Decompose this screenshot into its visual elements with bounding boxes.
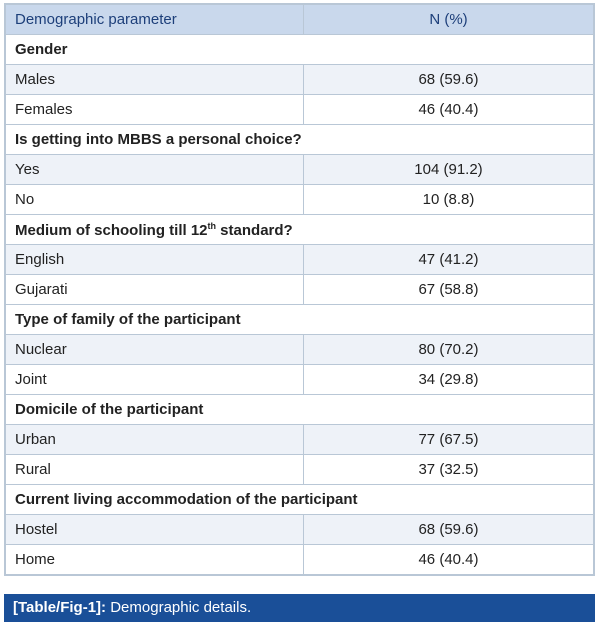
demographic-table xyxy=(5,4,594,575)
section-title-superscript: th xyxy=(207,220,217,231)
table-row xyxy=(6,245,594,275)
section-title: Gender xyxy=(6,35,594,65)
caption-text: Demographic details. xyxy=(106,599,252,616)
row-value: 37 (32.5) xyxy=(304,455,594,485)
row-label: Urban xyxy=(6,425,304,455)
caption-label: [Table/Fig-1]: xyxy=(13,599,107,616)
table-row xyxy=(6,275,594,305)
table-row xyxy=(6,335,594,365)
table-row xyxy=(6,425,594,455)
row-label: Gujarati xyxy=(6,275,304,305)
row-value: 10 (8.8) xyxy=(304,185,594,215)
section-row xyxy=(6,215,594,245)
row-value: 80 (70.2) xyxy=(304,335,594,365)
table-row xyxy=(6,545,594,575)
row-value: 77 (67.5) xyxy=(304,425,594,455)
section-title-text: Medium of schooling till 12 xyxy=(15,221,208,239)
section-title: Type of family of the participant xyxy=(6,305,594,335)
row-value: 46 (40.4) xyxy=(304,95,594,125)
row-label: Home xyxy=(6,545,304,575)
table-header-row xyxy=(6,5,594,35)
section-row xyxy=(6,125,594,155)
table-row xyxy=(6,185,594,215)
section-title xyxy=(6,215,594,245)
section-row xyxy=(6,485,594,515)
header-n-percent: N (%) xyxy=(304,5,594,35)
row-label: Females xyxy=(6,95,304,125)
table-row xyxy=(6,155,594,185)
section-row xyxy=(6,35,594,65)
row-value: 47 (41.2) xyxy=(304,245,594,275)
table-row xyxy=(6,65,594,95)
section-title: Is getting into MBBS a personal choice? xyxy=(6,125,594,155)
row-label: Nuclear xyxy=(6,335,304,365)
row-label: Males xyxy=(6,65,304,95)
row-value: 68 (59.6) xyxy=(304,65,594,95)
section-row xyxy=(6,305,594,335)
header-demographic-parameter: Demographic parameter xyxy=(6,5,304,35)
table-row xyxy=(6,455,594,485)
row-value: 104 (91.2) xyxy=(304,155,594,185)
section-row xyxy=(6,395,594,425)
table-row xyxy=(6,365,594,395)
section-title-text-end: standard? xyxy=(216,221,293,239)
demographic-table-container xyxy=(4,3,595,576)
row-label: English xyxy=(6,245,304,275)
row-label: Joint xyxy=(6,365,304,395)
section-title: Domicile of the participant xyxy=(6,395,594,425)
row-value: 46 (40.4) xyxy=(304,545,594,575)
table-row xyxy=(6,515,594,545)
table-caption xyxy=(4,594,595,622)
row-label: Yes xyxy=(6,155,304,185)
row-value: 67 (58.8) xyxy=(304,275,594,305)
row-label: No xyxy=(6,185,304,215)
row-value: 34 (29.8) xyxy=(304,365,594,395)
row-label: Hostel xyxy=(6,515,304,545)
row-label: Rural xyxy=(6,455,304,485)
table-row xyxy=(6,95,594,125)
row-value: 68 (59.6) xyxy=(304,515,594,545)
section-title: Current living accommodation of the participant xyxy=(6,485,594,515)
